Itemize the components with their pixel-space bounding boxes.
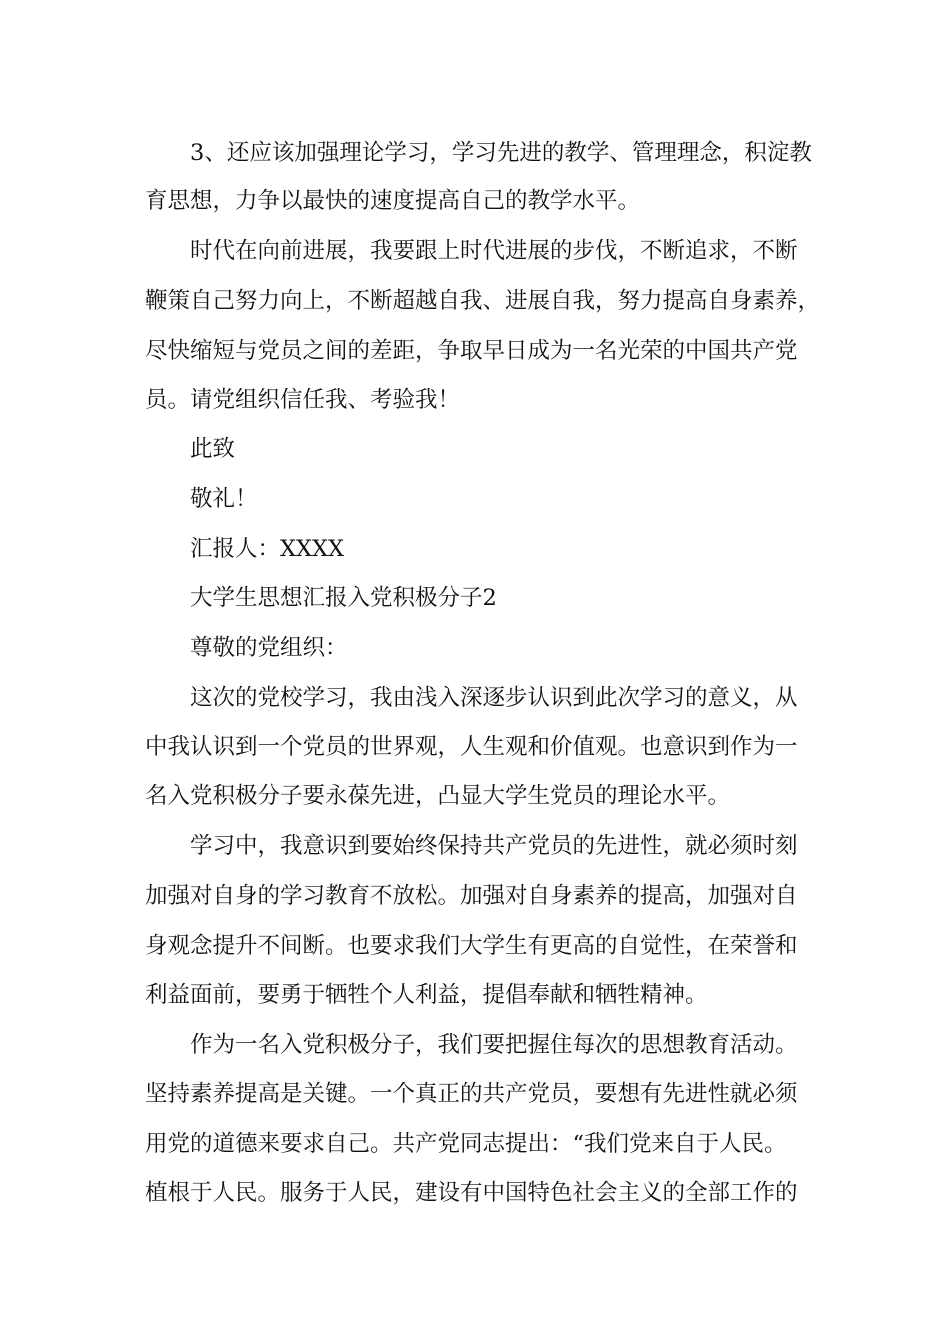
paragraph-line: 时代在向前进展，我要跟上时代进展的步伐，不断追求，不断	[190, 238, 798, 264]
paragraph-line: 尽快缩短与党员之间的差距，争取早日成为一名光荣的中国共产党	[145, 338, 798, 364]
paragraph-line: 育思想，力争以最快的速度提高自己的教学水平。	[145, 188, 641, 214]
paragraph-line: 名入党积极分子要永葆先进，凸显大学生党员的理论水平。	[145, 783, 731, 809]
paragraph-line: 坚持素养提高是关键。一个真正的共产党员，要想有先进性就必须	[145, 1081, 798, 1107]
section-title: 大学生思想汇报入党积极分子2	[190, 585, 497, 611]
reporter-signature: 汇报人：XXXX	[190, 536, 345, 562]
paragraph-line: 员。请党组织信任我、考验我！	[145, 387, 461, 413]
paragraph-line: 鞭策自己努力向上，不断超越自我、进展自我，努力提高自身素养，	[145, 288, 821, 314]
paragraph-line: 植根于人民。服务于人民，建设有中国特色社会主义的全部工作的	[145, 1180, 798, 1206]
paragraph-line: 这次的党校学习，我由浅入深逐步认识到此次学习的意义，从	[190, 685, 798, 711]
paragraph-line: 3、还应该加强理论学习，学习先进的教学、管理理念，积淀教	[190, 140, 812, 166]
paragraph-line: 加强对自身的学习教育不放松。加强对自身素养的提高，加强对自	[145, 883, 798, 909]
paragraph-line: 利益面前，要勇于牺牲个人利益，提倡奉献和牺牲精神。	[145, 982, 708, 1008]
greeting: 尊敬的党组织：	[190, 635, 348, 661]
closing-regards: 敬礼！	[190, 486, 258, 512]
closing-salutation: 此致	[190, 436, 236, 462]
paragraph-line: 作为一名入党积极分子，我们要把握住每次的思想教育活动。	[190, 1032, 798, 1058]
paragraph-line: 用党的道德来要求自己。共产党同志提出：“我们党来自于人民。	[145, 1131, 787, 1157]
paragraph-line: 身观念提升不间断。也要求我们大学生有更高的自觉性，在荣誉和	[145, 933, 798, 959]
paragraph-line: 中我认识到一个党员的世界观，人生观和价值观。也意识到作为一	[145, 734, 798, 760]
paragraph-line: 学习中，我意识到要始终保持共产党员的先进性，就必须时刻	[190, 833, 798, 859]
